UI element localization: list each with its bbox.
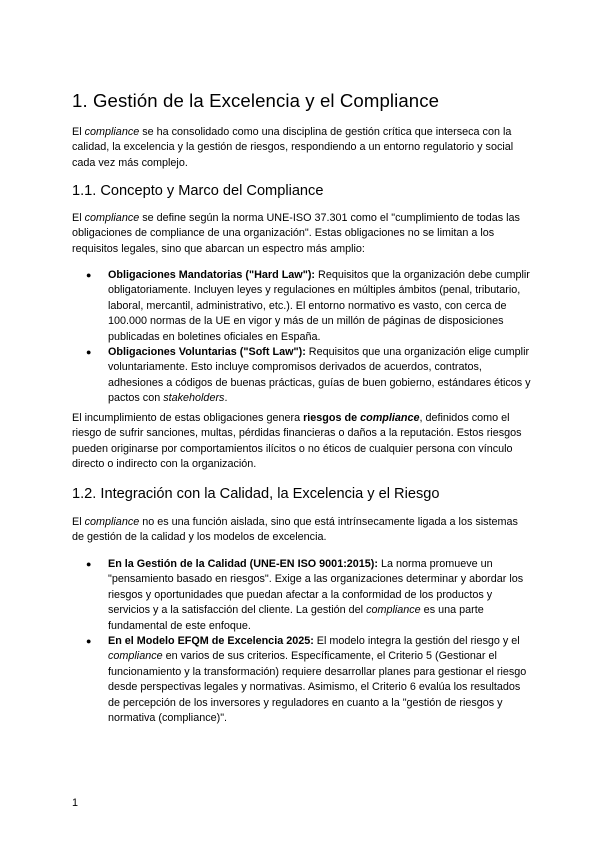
- page-title: 1. Gestión de la Excelencia y el Compliance: [72, 90, 440, 111]
- bullet-icon: ●: [86, 636, 92, 647]
- list-item: ● En el Modelo EFQM de Excelencia 2025: El modelo integra la gestión del riesgo y el compliance en varios de sus criterios. Específicamente, el Criterio 5 (Gestionar el funcionamiento y la transformación) requiere desarrollar planes para gestionar el riesgo desde perspectivas legales y normativas. Asimismo, el Criterio 6 evalúa los resultados de percepción de los inversores y reguladores en cuanto a la "gestión de riesgos y normativa (compliance)".: [86, 635, 527, 725]
- section-2-heading: 1.2. Integración con la Calidad, la Excelencia y el Riesgo: [72, 486, 440, 502]
- bullet-icon: ●: [86, 347, 92, 358]
- bullet-icon: ●: [86, 559, 92, 569]
- list-item: ● En la Gestión de la Calidad (UNE-EN ISO 9001:2015): La norma promueve un "pensamiento basado en riesgos". Exige a las organizaciones determinar y abordar los riesgos y oportunidades que puedan afectar a la conformidad de los productos y servicios y a la satisfacción del cliente. La gestión del compliance es una parte fundamental de este enfoque.: [86, 558, 524, 632]
- page-number: 1: [72, 797, 79, 809]
- bullet-icon: ●: [86, 270, 92, 280]
- section-1-heading: 1.1. Concepto y Marco del Compliance: [72, 183, 324, 199]
- section-1-paragraph-2: El incumplimiento de estas obligaciones genera riesgos de compliance, definidos como el riesgo de sufrir sanciones, multas, pérdidas financieras o daños a la reputación. Estos riesgos pueden originarse por comportamientos ilícitos o no éticos de cualquier persona con vínculo directo o indirecto con la organización.: [72, 412, 522, 471]
- intro-emphasis: compliance: [84, 126, 140, 138]
- section-2-paragraph-1: El compliance no es una función aislada, sino que está intrínsecamente ligada a los sistemas de gestión de la calidad y los modelos de excelencia.: [72, 516, 518, 544]
- intro-paragraph: El compliance se ha consolidado como una disciplina de gestión crítica que interseca con la calidad, la excelencia y la gestión de riesgos, respondiendo a un entorno regulatorio y social cada vez más complejo.: [72, 126, 514, 169]
- section-1-bullet-list: [72, 268, 532, 407]
- section-1-paragraph-1: El compliance se define según la norma UNE-ISO 37.301 como el "cumplimiento de todas las obligaciones de compliance de una organización". Estas obligaciones no se limitan a los requisitos legales, sino que abarcan un espectro más amplio:: [72, 212, 520, 255]
- list-item: ● Obligaciones Mandatorias ("Hard Law"): Requisitos que la organización debe cumplir obligatoriamente. Incluyen leyes y regulaciones en múltiples ámbitos (penal, tributario, laboral, mercantil, administrativo, etc.). El entorno normativo es vasto, con cerca de 100.000 normas de la UE en vigor y más de un millón de páginas de disposiciones publicadas en boletines oficiales en España.: [86, 269, 530, 343]
- list-item: ● Obligaciones Voluntarias ("Soft Law"): Requisitos que una organización elige cumplir voluntariamente. Esto incluye compromisos derivados de acuerdos, contratos, adhesiones a códigos de buenas prácticas, guías de buen gobierno, estándares éticos y pactos con stakeholders.: [86, 346, 531, 405]
- section-2-bullet-list: [72, 557, 532, 726]
